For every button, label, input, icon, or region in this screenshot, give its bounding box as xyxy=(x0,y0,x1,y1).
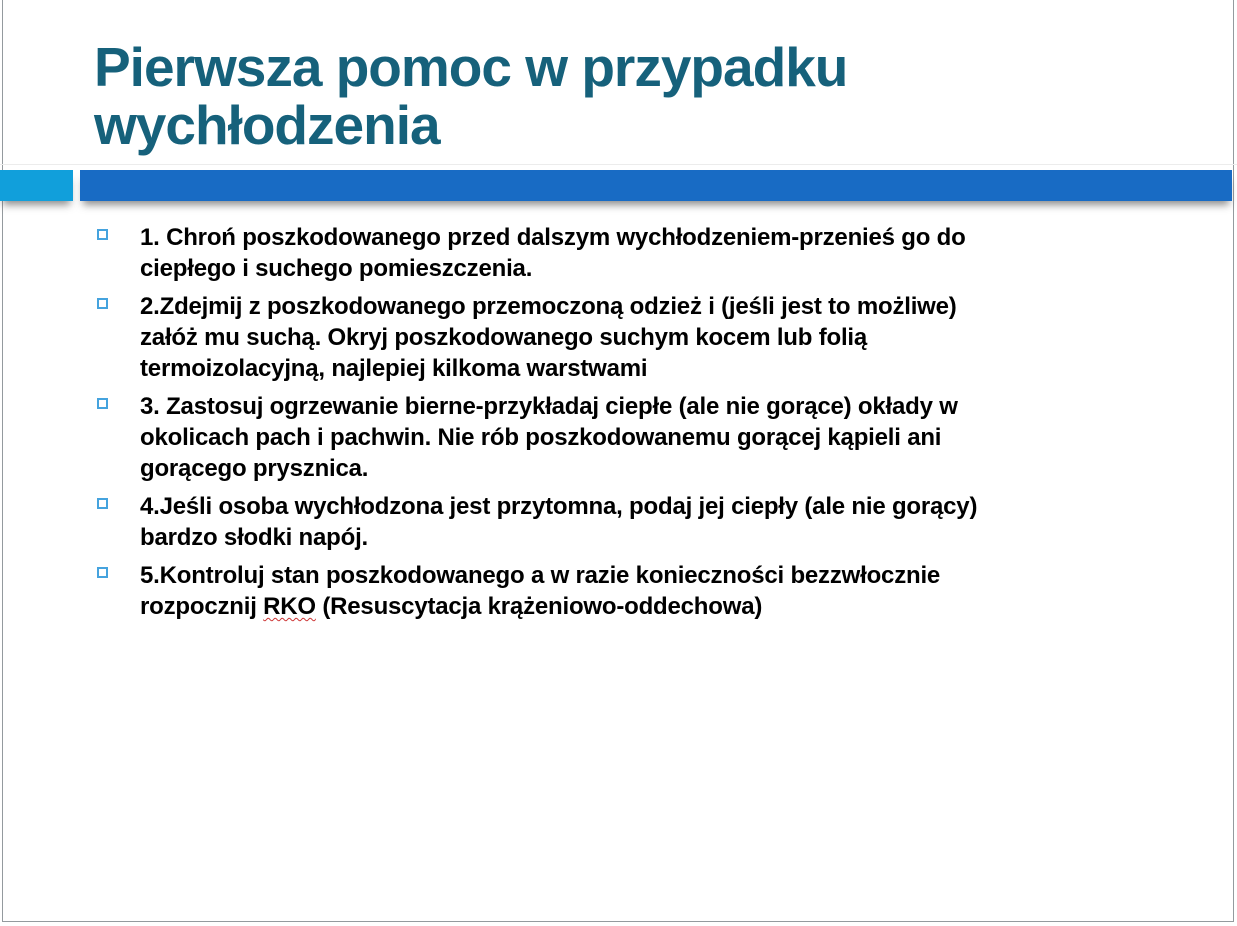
slide-left-border xyxy=(2,0,3,922)
bullet-square-icon xyxy=(97,567,108,578)
title-divider-bar xyxy=(80,170,1232,201)
list-item xyxy=(97,560,1202,622)
slide-bottom-border xyxy=(2,921,1234,922)
accent-square xyxy=(0,170,73,201)
bullet-text-line: 4.Jeśli osoba wychłodzona jest przytomna, podaj jej ciepły (ale nie gorący) xyxy=(140,493,978,520)
bullet-text-line: gorącego prysznica. xyxy=(140,455,369,482)
bullet-text-line xyxy=(140,591,940,622)
list-item xyxy=(97,222,1202,284)
list-item-text xyxy=(140,560,940,622)
bullet-text-segment: rozpocznij xyxy=(140,593,264,620)
bullet-square-icon xyxy=(97,298,108,309)
list-item xyxy=(97,391,1202,484)
list-item-text xyxy=(140,391,958,484)
bullet-text-segment: (Resuscytacja krążeniowo-oddechowa) xyxy=(315,593,763,620)
slide-right-border xyxy=(1233,0,1234,922)
bullet-text-line: bardzo słodki napój. xyxy=(140,524,369,551)
list-item xyxy=(97,291,1202,384)
bullet-text-line: termoizolacyjną, najlepiej kilkoma warstwami xyxy=(140,355,648,382)
bullet-text-line: 2.Zdejmij z poszkodowanego przemoczoną odzież i (jeśli jest to możliwe) xyxy=(140,293,957,320)
title-line-1: Pierwsza pomoc w przypadku xyxy=(94,36,848,98)
bullet-square-icon xyxy=(97,498,108,509)
list-item-text xyxy=(140,491,977,553)
bullet-text-line: ciepłego i suchego pomieszczenia. xyxy=(140,255,533,282)
list-item-text xyxy=(140,222,966,284)
page-title xyxy=(94,38,847,155)
bullet-text-line: okolicach pach i pachwin. Nie rób poszkodowanemu gorącej kąpieli ani xyxy=(140,424,942,451)
list-item-text xyxy=(140,291,957,384)
bullet-text-line: 5.Kontroluj stan poszkodowanego a w razie konieczności bezzwłocznie xyxy=(140,562,941,589)
bullet-text-line: załóż mu suchą. Okryj poszkodowanego suchym kocem lub folią xyxy=(140,324,868,351)
title-line-2: wychłodzenia xyxy=(94,94,440,157)
divider-hairline xyxy=(0,164,1237,165)
bullet-list xyxy=(97,222,1202,629)
misspelled-term: RKO xyxy=(263,593,316,620)
bullet-square-icon xyxy=(97,229,108,240)
bullet-square-icon xyxy=(97,398,108,409)
list-item xyxy=(97,491,1202,553)
bullet-text-line: 3. Zastosuj ogrzewanie bierne-przykładaj ciepłe (ale nie gorące) okłady w xyxy=(140,393,958,420)
bullet-text-line: 1. Chroń poszkodowanego przed dalszym wychłodzeniem-przenieś go do xyxy=(140,224,966,251)
